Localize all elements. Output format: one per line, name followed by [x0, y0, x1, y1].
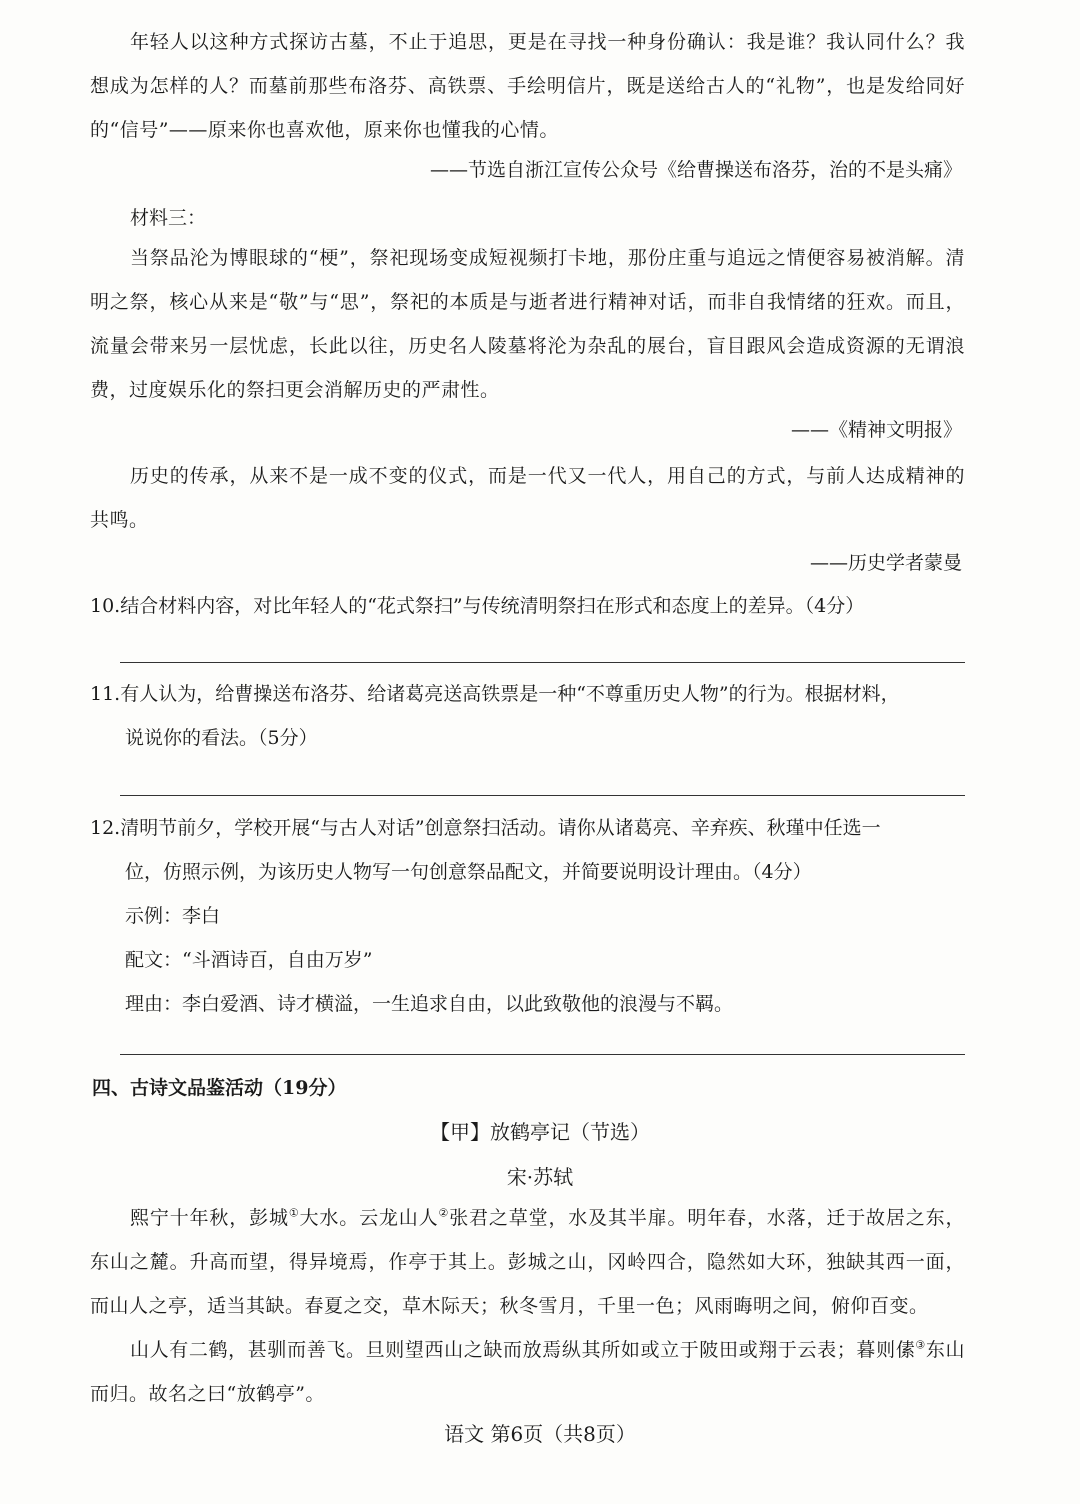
question-11-line2: 说说你的看法。（5分）: [125, 727, 318, 749]
question-11: [90, 672, 975, 760]
poem-title: 【甲】放鹤亭记（节选）: [430, 1120, 650, 1144]
classical-paragraph-1: [90, 1196, 965, 1328]
question-12-line2: 位，仿照示例，为该历史人物写一句创意祭品配文，并简要说明设计理由。（4分）: [125, 861, 812, 883]
question-12-example: 示例：李白: [125, 905, 221, 927]
answer-line-10[interactable]: [120, 662, 965, 663]
answer-line-12[interactable]: [120, 1054, 965, 1055]
answer-line-11[interactable]: [120, 795, 965, 796]
p1-part-b: 大水。云龙山人: [299, 1207, 439, 1229]
material2-paragraph: 年轻人以这种方式探访古墓，不止于追思，更是在寻找一种身份确认：我是谁？我认同什么？我想成为怎样的人？而墓前那些布洛芬、高铁票、手绘明信片，既是送给古人的“礼物”，也是发给同好的“信号”——原来你也喜欢他，原来你也懂我的心情。: [90, 31, 965, 141]
footnote-3-marker: ③: [915, 1338, 926, 1352]
material3-source: ——《精神文明报》: [790, 419, 962, 441]
page-footer: 语文 第6页（共8页）: [444, 1422, 636, 1446]
question-11-line1: 11.有人认为，给曹操送布洛芬、给诸葛亮送高铁票是一种“不尊重历史人物”的行为。根据材料，: [90, 683, 900, 705]
question-12-line1: 12.清明节前夕，学校开展“与古人对话”创意祭扫活动。请你从诸葛亮、辛弃疾、秋瑾中任选一: [90, 817, 881, 839]
p1-part-c: 张君之草堂，水及其半扉。明年春，水落，迁于故居之东，东山之麓。升高而望，得异境焉，作亭于其上。彭城之山，冈岭四合，隐然如大环，独缺其西一面，而山人之亭，适当其缺。春夏之交，草木际天；秋冬雪月，千里一色；风雨晦明之间，俯仰百变。: [90, 1207, 965, 1317]
question-12-caption: 配文：“斗酒诗百，自由万岁”: [125, 949, 373, 971]
p2-part-b: 东山而归。故名之曰“放鹤亭”。: [90, 1339, 965, 1405]
p2-part-a: 山人有二鹤，甚驯而善飞。旦则望西山之缺而放焉纵其所如或立于陂田或翔于云表；暮则傃: [130, 1339, 916, 1361]
footnote-2-marker: ②: [438, 1206, 450, 1220]
question-10: 10.结合材料内容，对比年轻人的“花式祭扫”与传统清明祭扫在形式和态度上的差异。（4分）: [90, 595, 865, 617]
material2-source: ——节选自浙江宣传公众号《给曹操送布洛芬，治的不是头痛》: [429, 159, 962, 181]
material3-quote: 历史的传承，从来不是一成不变的仪式，而是一代又一代人，用自己的方式，与前人达成精神的共鸣。: [90, 465, 965, 531]
footnote-1-marker: ①: [288, 1206, 300, 1220]
p1-part-a: 熙宁十年秋，彭城: [130, 1207, 289, 1229]
material3-paragraph: 当祭品沦为博眼球的“梗”，祭祀现场变成短视频打卡地，那份庄重与追远之情便容易被消解。清明之祭，核心从来是“敬”与“思”，祭祀的本质是与逝者进行精神对话，而非自我情绪的狂欢。而且，流量会带来另一层忧虑，长此以往，历史名人陵墓将沦为杂乱的展台，盲目跟风会造成资源的无谓浪费，过度娱乐化的祭扫更会消解历史的严肃性。: [90, 247, 965, 401]
material3-heading: 材料三：: [130, 207, 207, 229]
classical-paragraph-2: [90, 1328, 965, 1416]
material3-quote-source: ——历史学者蒙曼: [809, 552, 962, 574]
question-12: [90, 806, 975, 1026]
poem-author: 宋·苏轼: [506, 1165, 574, 1189]
section4-heading: 四、古诗文品鉴活动（19分）: [92, 1077, 347, 1099]
question-12-reason: 理由：李白爱酒、诗才横溢，一生追求自由，以此致敬他的浪漫与不羁。: [125, 993, 734, 1015]
